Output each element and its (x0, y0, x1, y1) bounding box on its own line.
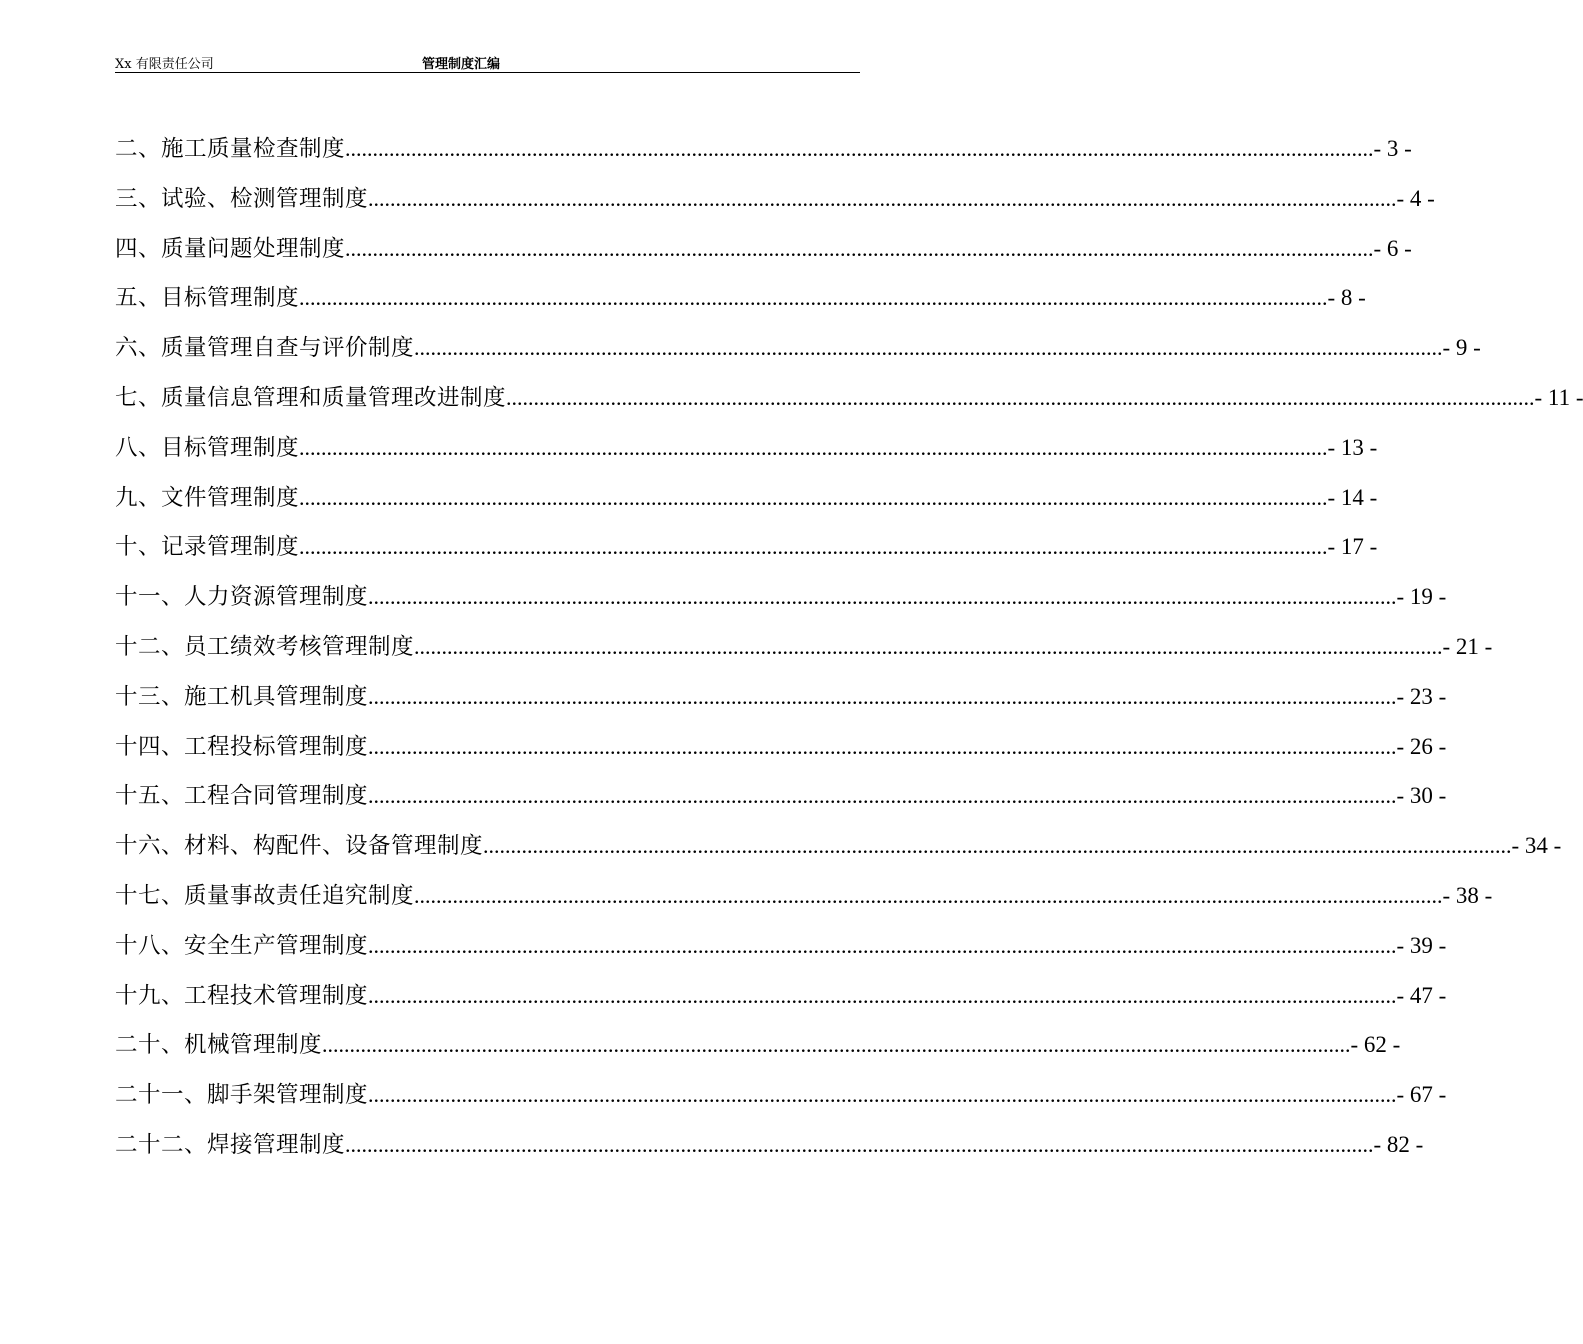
toc-dot-leader: ........................................................................................................................................................................................... (299, 285, 1328, 311)
toc-page-number: - 26 - (1396, 733, 1447, 759)
table-of-contents (115, 129, 1583, 1175)
toc-entry[interactable] (115, 727, 1447, 777)
toc-entry-title: 九、文件管理制度 (115, 484, 300, 511)
toc-dot-leader: ........................................................................................................................................................................................... (299, 534, 1328, 560)
toc-dot-leader: ........................................................................................................................................................................................... (368, 932, 1397, 958)
toc-entry[interactable] (115, 478, 1378, 528)
toc-page-number: - 34 - (1511, 833, 1562, 859)
toc-page-number: - 23 - (1396, 683, 1447, 709)
toc-entry-title: 七、质量信息管理和质量管理改进制度 (115, 384, 507, 411)
toc-dot-leader: ........................................................................................................................................................................................... (345, 136, 1374, 161)
toc-page-number: - 4 - (1396, 185, 1435, 211)
toc-entry[interactable] (115, 278, 1366, 328)
toc-dot-leader: ........................................................................................................................................................................................... (345, 235, 1374, 261)
toc-entry-title: 二十二、焊接管理制度 (115, 1131, 346, 1158)
toc-dot-leader: ........................................................................................................................................................................................... (414, 882, 1443, 908)
toc-entry-title: 二、施工质量检查制度 (115, 136, 346, 162)
toc-page-number: - 21 - (1442, 633, 1493, 659)
toc-entry[interactable] (115, 976, 1447, 1026)
header-company-name: Xx 有限责任公司 (115, 57, 214, 72)
header-document-title: 管理制度汇编 (422, 57, 501, 72)
toc-page-number: - 6 - (1373, 235, 1412, 261)
toc-entry[interactable] (115, 1075, 1447, 1125)
toc-entry[interactable] (115, 776, 1447, 826)
toc-entry[interactable] (115, 577, 1447, 627)
toc-entry-title: 十一、人力资源管理制度 (115, 584, 369, 611)
toc-entry[interactable] (115, 428, 1378, 478)
toc-dot-leader: ........................................................................................................................................................................................... (368, 584, 1397, 610)
toc-entry-title: 十三、施工机具管理制度 (115, 683, 369, 710)
toc-entry[interactable] (115, 677, 1447, 727)
toc-page-number: - 14 - (1327, 484, 1378, 510)
toc-entry[interactable] (115, 328, 1481, 378)
toc-entry-title: 十八、安全生产管理制度 (115, 932, 369, 959)
toc-page-number: - 82 - (1373, 1131, 1424, 1157)
toc-dot-leader: ........................................................................................................................................................................................... (368, 683, 1397, 709)
toc-dot-leader: ........................................................................................................................................................................................... (299, 484, 1328, 510)
toc-dot-leader: ........................................................................................................................................................................................... (368, 185, 1397, 211)
toc-entry-title: 二十、机械管理制度 (115, 1032, 323, 1059)
toc-entry-title: 十五、工程合同管理制度 (115, 783, 369, 810)
toc-entry[interactable] (115, 926, 1447, 976)
toc-dot-leader: ........................................................................................................................................................................................... (299, 434, 1328, 460)
toc-dot-leader: ........................................................................................................................................................................................... (322, 1032, 1351, 1058)
toc-entry-title: 六、质量管理自查与评价制度 (115, 335, 415, 362)
toc-entry-title: 十二、员工绩效考核管理制度 (115, 633, 415, 660)
toc-entry-title: 十、记录管理制度 (115, 534, 300, 561)
toc-page-number: - 17 - (1327, 534, 1378, 560)
toc-entry[interactable] (115, 378, 1583, 428)
toc-page-number: - 39 - (1396, 932, 1447, 958)
toc-entry-title: 二十一、脚手架管理制度 (115, 1082, 369, 1109)
toc-entry[interactable] (115, 129, 1412, 179)
toc-entry[interactable] (115, 527, 1378, 577)
toc-dot-leader: ........................................................................................................................................................................................... (414, 633, 1443, 659)
toc-entry-title: 十七、质量事故责任追究制度 (115, 882, 415, 909)
toc-page-number: - 30 - (1396, 783, 1447, 809)
toc-entry-title: 十六、材料、构配件、设备管理制度 (115, 833, 484, 860)
toc-entry[interactable] (115, 229, 1412, 279)
toc-dot-leader: ........................................................................................................................................................................................... (506, 384, 1535, 410)
toc-dot-leader: ........................................................................................................................................................................................... (345, 1131, 1374, 1157)
toc-page-number: - 9 - (1442, 335, 1481, 361)
toc-dot-leader: ........................................................................................................................................................................................... (414, 335, 1443, 361)
toc-page-number: - 19 - (1396, 584, 1447, 610)
toc-dot-leader: ........................................................................................................................................................................................... (368, 1082, 1397, 1108)
toc-dot-leader: ........................................................................................................................................................................................... (368, 733, 1397, 759)
toc-entry[interactable] (115, 179, 1435, 229)
toc-entry[interactable] (115, 1025, 1401, 1075)
toc-entry-title: 十四、工程投标管理制度 (115, 733, 369, 760)
toc-entry-title: 八、目标管理制度 (115, 434, 300, 461)
toc-page-number: - 11 - (1534, 384, 1583, 410)
toc-entry-title: 十九、工程技术管理制度 (115, 982, 369, 1009)
toc-entry-title: 四、质量问题处理制度 (115, 235, 346, 262)
toc-page-number: - 13 - (1327, 434, 1378, 460)
toc-page-number: - 62 - (1350, 1032, 1401, 1058)
toc-page-number: - 8 - (1327, 285, 1366, 311)
toc-dot-leader: ........................................................................................................................................................................................... (483, 833, 1512, 859)
toc-entry[interactable] (115, 826, 1562, 876)
toc-page-number: - 47 - (1396, 982, 1447, 1008)
toc-page-number: - 67 - (1396, 1082, 1447, 1108)
toc-entry[interactable] (115, 627, 1493, 677)
toc-entry-title: 三、试验、检测管理制度 (115, 185, 369, 212)
toc-dot-leader: ........................................................................................................................................................................................... (368, 982, 1397, 1008)
toc-entry[interactable] (115, 876, 1493, 926)
toc-dot-leader: ........................................................................................................................................................................................... (368, 783, 1397, 809)
toc-page-number: - 38 - (1442, 882, 1493, 908)
toc-page-number: - 3 - (1373, 136, 1412, 161)
toc-entry[interactable] (115, 1125, 1424, 1175)
toc-entry-title: 五、目标管理制度 (115, 285, 300, 312)
page-header (115, 50, 860, 73)
